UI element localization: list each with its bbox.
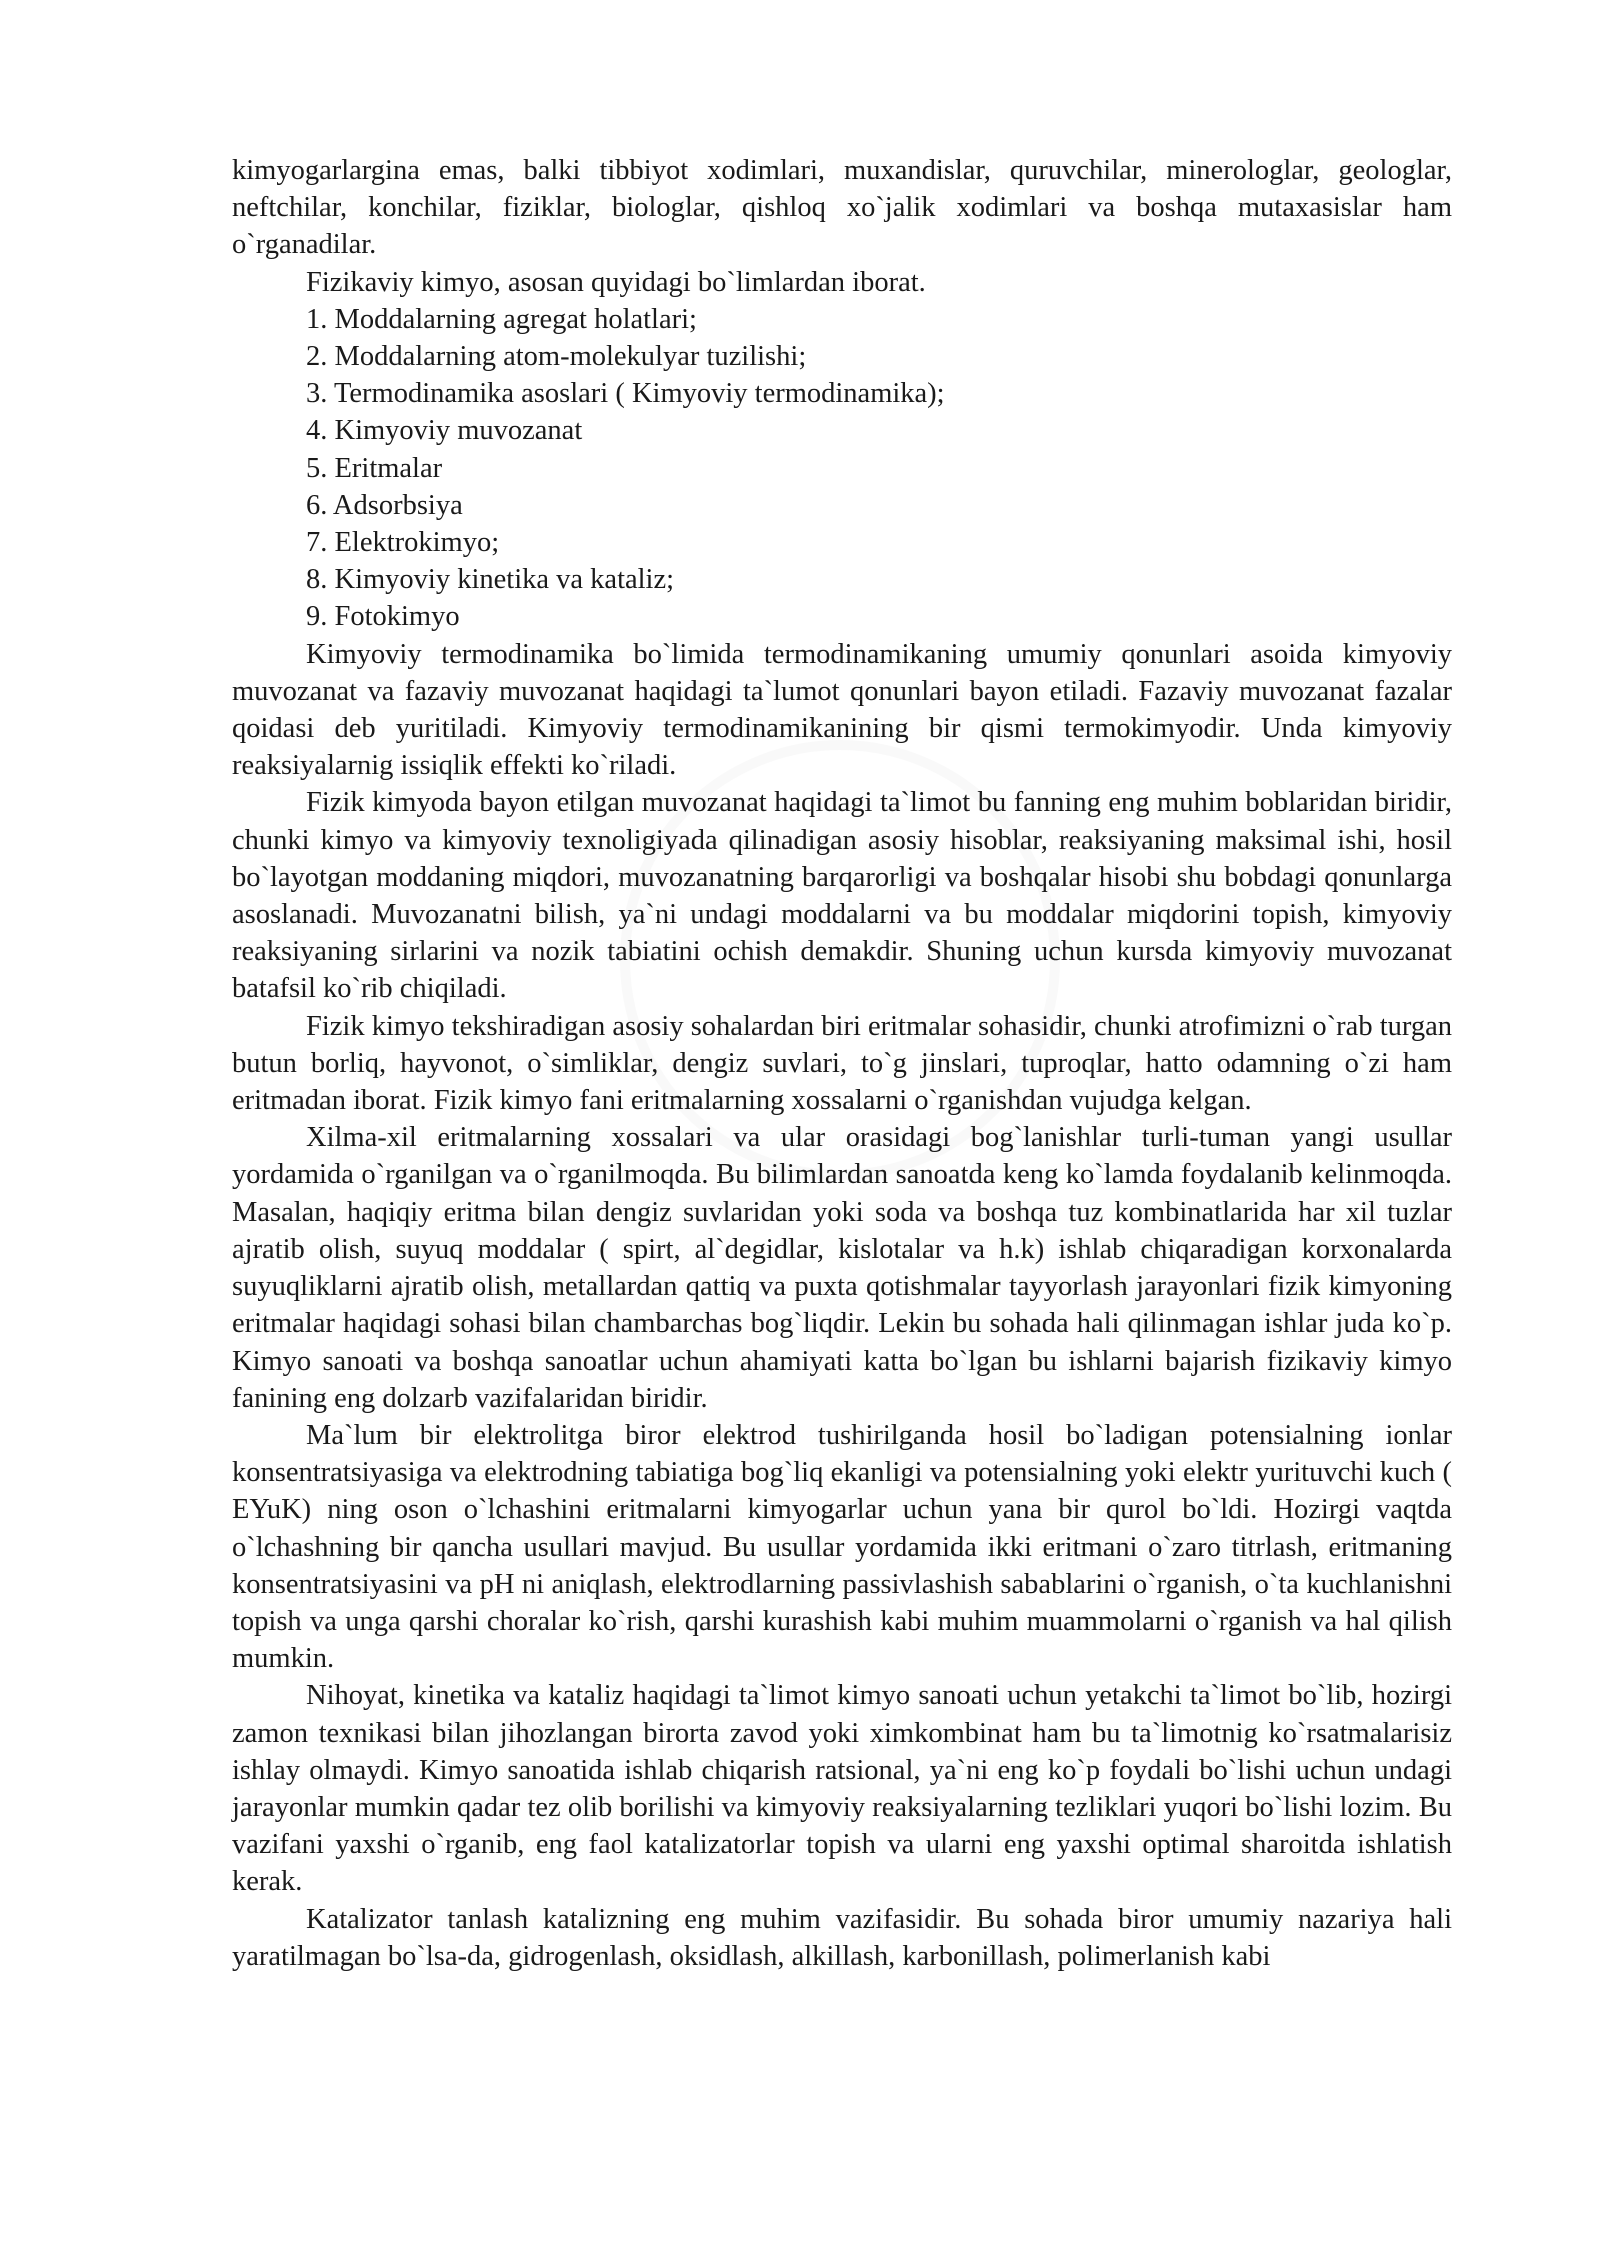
list-item: 9. Fotokimyo <box>306 601 460 633</box>
list-item: 5. Eritmalar <box>306 452 443 484</box>
document-body <box>232 152 1452 1975</box>
paragraph-electrochemistry: Ma`lum bir elektrolitga biror elektrod tushirilganda hosil bo`ladigan potensialning ionlar konsentratsiyasiga va elektrodning tabiatiga bog`liq ekanligi va potensialning yoki elektr yurituvchi kuch ( EYuK) ning oson o`lchashini eritmalarni kimyogarlar uchun yana bir qurol bo`ldi. Hozirgi vaqtda o`lchashning bir qancha usullari mavjud. Bu usullar yordamida ikki eritmani o`zaro titrlash, eritmaning konsentratsiyasini va pH ni aniqlash, elektrodlarning passivlashish sabablarini o`rganish, o`ta kuchlanishni topish va unga qarshi choralar ko`rish, qarshi kurashish kabi muhim muammolarni o`rganish va hal qilish mumkin. <box>232 1419 1452 1675</box>
paragraph-kinetics: Nihoyat, kinetika va kataliz haqidagi ta`limot kimyo sanoati uchun yetakchi ta`limot bo`lib, hozirgi zamon texnikasi bilan jihozlangan birorta zavod yoki ximkombinat ham bu ta`limotnig ko`rsatmalarisiz ishlay olmaydi. Kimyo sanoatida ishlab chiqarish ratsional, ya`ni eng ko`p foydali bo`lishi uchun undagi jarayonlar mumkin qadar tez olib borilishi va kimyoviy reaksiyalarning tezliklari yuqori bo`lishi lozim. Bu vazifani yaxshi o`rganib, eng faol katalizatorlar topish va ularni eng yaxshi optimal sharoitda ishlatish kerak. <box>232 1680 1452 1898</box>
paragraph-equilibrium: Fizik kimyoda bayon etilgan muvozanat haqidagi ta`limot bu fanning eng muhim boblaridan biridir, chunki kimyo va kimyoviy texnoligiyada qilinadigan asosiy hisoblar, reaksiyaning maksimal ishi, hosil bo`layotgan moddaning miqdori, muvozanatning barqarorligi va boshqalar hisobi shu bobdagi qonunlarga asoslanadi. Muvozanatni bilish, ya`ni undagi moddalarni va bu moddalar miqdorini topish, kimyoviy reaksiyaning sirlarini va nozik tabiatini ochish demakdir. Shuning uchun kursda kimyoviy muvozanat batafsil ko`rib chiqiladi. <box>232 787 1452 1005</box>
sections-list <box>232 301 1452 636</box>
list-item: 8. Kimyoviy kinetika va kataliz; <box>306 564 675 596</box>
list-item: 1. Moddalarning agregat holatlari; <box>306 303 697 335</box>
list-item: 3. Termodinamika asoslari ( Kimyoviy termodinamika); <box>306 378 945 410</box>
list-item: 6. Adsorbsiya <box>306 489 463 521</box>
paragraph-sections-intro: Fizikaviy kimyo, asosan quyidagi bo`limlardan iborat. <box>306 266 926 298</box>
list-item: 7. Elektrokimyo; <box>306 527 500 559</box>
paragraph-solutions: Fizik kimyo tekshiradigan asosiy sohalardan biri eritmalar sohasidir, chunki atrofimizni o`rab turgan butun borliq, hayvonot, o`simliklar, dengiz suvlari, to`g jinslari, tuproqlar, hatto odamning o`zi ham eritmadan iborat. Fizik kimyo fani eritmalarning xossalarni o`rganishdan vujudga kelgan. <box>232 1010 1452 1117</box>
paragraph-solution-properties: Xilma-xil eritmalarning xossalari va ular orasidagi bog`lanishlar turli-tuman yangi usullar yordamida o`rganilgan va o`rganilmoqda. Bu bilimlardan sanoatda keng ko`lamda foydalanib kelinmoqda. Masalan, haqiqiy eritma bilan dengiz suvlaridan yoki soda va boshqa tuz kombinatlarida har xil tuzlar ajratib olish, suyuq moddalar ( spirt, al`degidlar, kislotalar va h.k) ishlab chiqaradigan korxonalarda suyuqliklarni ajratib olish, metallardan qattiq va puxta qotishmalar tayyorlash jarayonlari fizik kimyoning eritmalar haqidagi sohasi bilan chambarchas bog`liqdir. Lekin bu sohada hali qilinmagan ishlar juda ko`p. Kimyo sanoati va boshqa sanoatlar uchun ahamiyati katta bo`lgan bu ishlarni bajarish fizikaviy kimyo fanining eng dolzarb vazifalaridan biridir. <box>232 1122 1452 1414</box>
paragraph-thermodynamics: Kimyoviy termodinamika bo`limida termodinamikaning umumiy qonunlari asoida kimyoviy muvozanat va fazaviy muvozanat haqidagi ta`lumot qonunlari bayon etiladi. Fazaviy muvozanat fazalar qoidasi deb yuritiladi. Kimyoviy termodinamikanining bir qismi termokimyodir. Unda kimyoviy reaksiyalarnig issiqlik effekti ko`riladi. <box>232 638 1452 782</box>
list-item: 2. Moddalarning atom-molekulyar tuzilishi; <box>306 341 807 373</box>
paragraph-continuation: kimyogarlargina emas, balki tibbiyot xodimlari, muxandislar, quruvchilar, minerologlar, geologlar, neftchilar, konchilar, fiziklar, biologlar, qishloq xo`jalik xodimlari va boshqa mutaxasislar ham o`rganadilar. <box>232 155 1452 261</box>
paragraph-catalyst: Katalizator tanlash katalizning eng muhim vazifasidir. Bu sohada biror umumiy nazariya hali yaratilmagan bo`lsa-da, gidrogenlash, oksidlash, alkillash, karbonillash, polimerlanish kabi <box>232 1903 1452 1972</box>
list-item: 4. Kimyoviy muvozanat <box>306 415 583 447</box>
